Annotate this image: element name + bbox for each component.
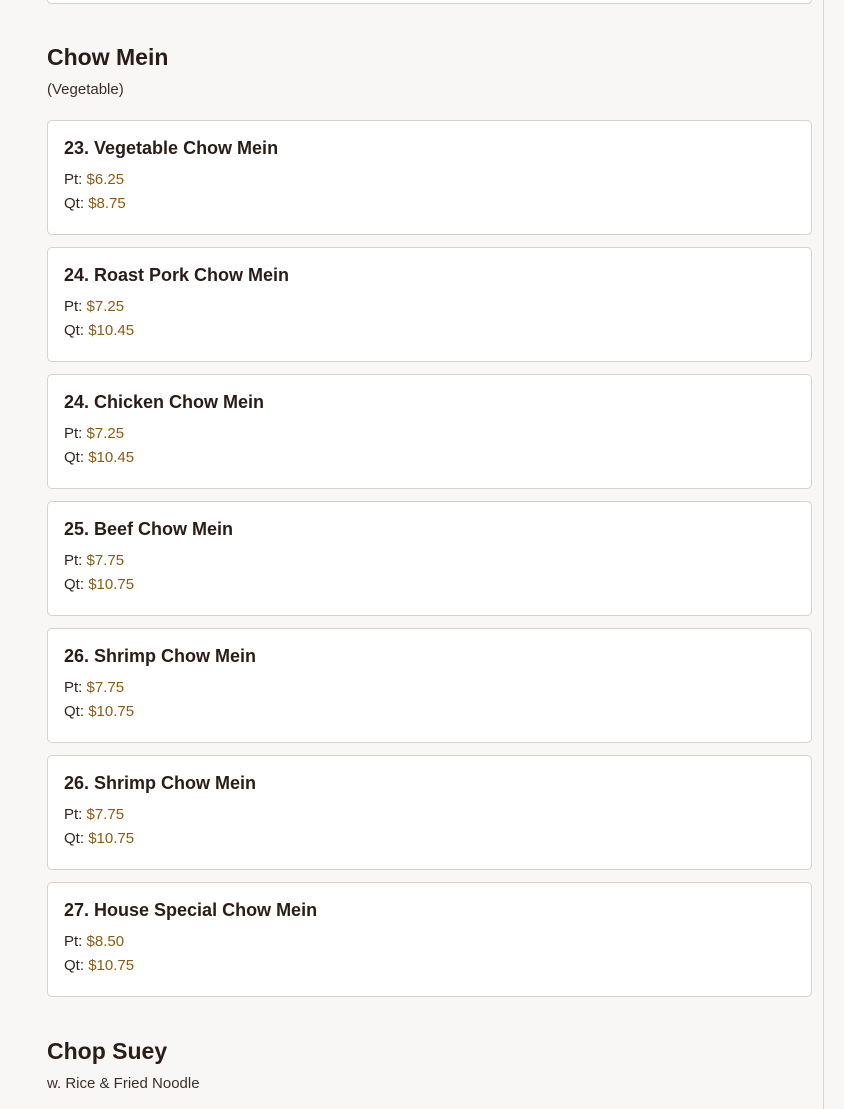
menu-item-name: 25. Beef Chow Mein [64, 519, 234, 539]
menu-item-name: 26. Shrimp Chow Mein [64, 773, 257, 793]
quart-price-line [64, 192, 795, 216]
quart-price-line [64, 827, 795, 851]
menu-item-card[interactable] [47, 374, 812, 489]
pint-price-label: Pt: [64, 425, 83, 442]
pint-price-value: $6.25 [86, 171, 125, 188]
pint-price-line [64, 676, 795, 700]
menu-item-name: 23. Vegetable Chow Mein [64, 138, 279, 158]
pint-price-line [64, 549, 795, 573]
quart-price-value: $10.75 [88, 830, 135, 847]
pint-price-label: Pt: [64, 679, 83, 696]
quart-price-value: $10.75 [88, 703, 135, 720]
chow-mein-section [47, 46, 812, 97]
pint-price-label: Pt: [64, 552, 83, 569]
pint-price-line [64, 295, 795, 319]
section-subtitle: (Vegetable) [47, 81, 124, 98]
pint-price-line [64, 422, 795, 446]
pint-price-label: Pt: [64, 933, 83, 950]
quart-price-line [64, 446, 795, 470]
menu-item-card[interactable] [47, 628, 812, 743]
pint-price-label: Pt: [64, 171, 83, 188]
chow-mein-menu-list [47, 120, 812, 1009]
section-title: Chop Suey [47, 1038, 168, 1064]
chop-suey-section [47, 1040, 812, 1091]
pint-price-value: $7.75 [86, 552, 125, 569]
quart-price-label: Qt: [64, 576, 85, 593]
quart-price-value: $10.75 [88, 576, 135, 593]
quart-price-label: Qt: [64, 195, 85, 212]
page-scrollbar-edge [823, 0, 824, 1109]
pint-price-value: $8.50 [86, 933, 125, 950]
pint-price-line [64, 930, 795, 954]
pint-price-line [64, 168, 795, 192]
pint-price-line [64, 803, 795, 827]
quart-price-line [64, 573, 795, 597]
quart-price-value: $10.45 [88, 449, 135, 466]
section-subtitle: w. Rice & Fried Noodle [47, 1075, 200, 1092]
menu-item-card[interactable] [47, 882, 812, 997]
quart-price-value: $10.75 [88, 957, 135, 974]
menu-item-name: 26. Shrimp Chow Mein [64, 646, 257, 666]
menu-item-card[interactable] [47, 501, 812, 616]
pint-price-value: $7.75 [86, 806, 125, 823]
quart-price-label: Qt: [64, 957, 85, 974]
menu-item-name: 24. Roast Pork Chow Mein [64, 265, 290, 285]
quart-price-label: Qt: [64, 322, 85, 339]
quart-price-line [64, 319, 795, 343]
pint-price-label: Pt: [64, 806, 83, 823]
pint-price-value: $7.25 [86, 425, 125, 442]
quart-price-value: $8.75 [88, 195, 126, 212]
quart-price-line [64, 700, 795, 724]
quart-price-label: Qt: [64, 830, 85, 847]
menu-item-card[interactable] [47, 120, 812, 235]
pint-price-value: $7.75 [86, 679, 125, 696]
menu-item-card[interactable] [47, 247, 812, 362]
section-title: Chow Mein [47, 44, 169, 70]
pint-price-value: $7.25 [86, 298, 125, 315]
pint-price-label: Pt: [64, 298, 83, 315]
menu-item-card[interactable] [47, 755, 812, 870]
quart-price-label: Qt: [64, 703, 85, 720]
quart-price-label: Qt: [64, 449, 85, 466]
quart-price-value: $10.45 [88, 322, 135, 339]
quart-price-line [64, 954, 795, 978]
menu-item-name: 24. Chicken Chow Mein [64, 392, 265, 412]
previous-menu-card[interactable] [47, 0, 812, 4]
menu-item-name: 27. House Special Chow Mein [64, 900, 318, 920]
